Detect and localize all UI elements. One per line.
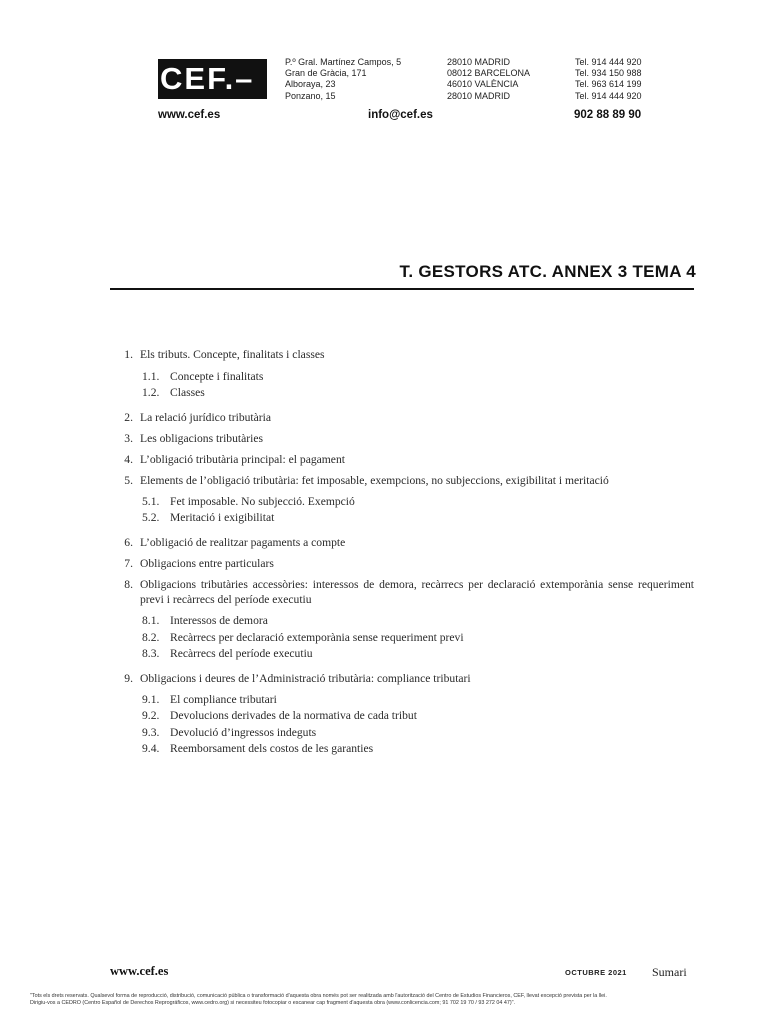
toc-subitem-8-2 bbox=[142, 631, 694, 644]
footer-date: OCTUBRE 2021 bbox=[565, 968, 627, 977]
toc-item-6 bbox=[110, 536, 694, 551]
toc-item-3 bbox=[110, 432, 694, 447]
toc-item-text: Els tributs. Concepte, finalitats i classes bbox=[140, 348, 325, 361]
toc-subitem-1-2 bbox=[142, 386, 694, 399]
toc-item-number: 6. bbox=[124, 536, 133, 550]
toc-subitem-text: Interessos de demora bbox=[170, 614, 268, 628]
table-of-contents bbox=[110, 348, 694, 755]
toc-item-number: 7. bbox=[124, 557, 133, 571]
toc-subitem-9-1 bbox=[142, 693, 694, 706]
footer-section-label: Sumari bbox=[652, 965, 687, 979]
address-city: 46010 VALÈNCIA bbox=[447, 79, 519, 90]
title-divider bbox=[110, 288, 694, 290]
address-phones bbox=[575, 57, 642, 102]
toc-item-number: 5. bbox=[124, 473, 133, 487]
toc-subitem-8-3 bbox=[142, 647, 694, 660]
toc-item-number: 8. bbox=[124, 578, 133, 592]
toc-subitem-text: Classes bbox=[170, 385, 205, 399]
toc-item-text: L’obligació de realitzar pagaments a compte bbox=[140, 536, 346, 550]
toc-item-5 bbox=[110, 474, 694, 489]
toc-subitem-number: 9.4. bbox=[142, 741, 160, 755]
legal-notice bbox=[30, 993, 738, 1007]
toc-item-text: Obligacions entre particulars bbox=[140, 557, 274, 571]
address-street: Alboraya, 23 bbox=[285, 79, 336, 90]
cef-logo: CEF.– bbox=[158, 59, 267, 99]
toc-subitem-text: Recàrrecs del període executiu bbox=[170, 646, 313, 660]
toc-item-number: 2. bbox=[124, 410, 133, 424]
address-city: 28010 MADRID bbox=[447, 90, 511, 101]
toc-item-4 bbox=[110, 453, 694, 468]
address-city: 08012 BARCELONA bbox=[447, 68, 531, 79]
legal-notice-line: "Tots els drets reservats. Qualsevol forma de reproducció, distribució, comunicació pública o transformació d'aquesta obra només pot ser realitzada amb l'autorització del Centro de Estudios Financieros, CEF, llevat excepció prevista per la llei. bbox=[30, 993, 607, 999]
toc-subitem-8-1 bbox=[142, 614, 694, 627]
toc-subitem-number: 1.1. bbox=[142, 369, 160, 383]
toc-subitem-number: 9.2. bbox=[142, 709, 160, 723]
toc-subitem-number: 5.1. bbox=[142, 495, 160, 509]
toc-item-7 bbox=[110, 557, 694, 572]
toc-item-number: 1. bbox=[124, 348, 133, 361]
toc-subitem-number: 8.1. bbox=[142, 614, 160, 628]
toc-item-1 bbox=[110, 348, 694, 363]
address-street: P.º Gral. Martínez Campos, 5 bbox=[285, 57, 402, 67]
document-title: T. GESTORS ATC. ANNEX 3 TEMA 4 bbox=[399, 262, 696, 281]
address-cities bbox=[447, 57, 530, 102]
toc-subitem-text: Meritació i exigibilitat bbox=[170, 511, 275, 525]
toc-item-text: Elements de l’obligació tributària: fet imposable, exempcions, no subjeccions, exigibilitat i meritació bbox=[140, 473, 609, 487]
toc-item-text: Les obligacions tributàries bbox=[140, 431, 263, 445]
header-website-link[interactable]: www.cef.es bbox=[158, 109, 221, 121]
toc-subitem-text: El compliance tributari bbox=[170, 693, 277, 707]
toc-item-text: La relació jurídico tributària bbox=[140, 410, 272, 424]
toc-subitem-number: 9.1. bbox=[142, 693, 160, 707]
footer-website-link[interactable]: www.cef.es bbox=[110, 964, 169, 978]
address-city: 28010 MADRID bbox=[447, 57, 511, 67]
toc-item-number: 3. bbox=[124, 431, 133, 445]
toc-subitem-number: 9.3. bbox=[142, 725, 160, 739]
address-street: Gran de Gràcia, 171 bbox=[285, 68, 367, 79]
toc-subitem-number: 8.2. bbox=[142, 630, 160, 644]
address-phone: Tel. 934 150 988 bbox=[575, 68, 642, 79]
toc-item-text: L’obligació tributària principal: el pagament bbox=[140, 452, 345, 466]
address-street: Ponzano, 15 bbox=[285, 90, 336, 101]
toc-subitem-1-1 bbox=[142, 370, 694, 383]
toc-subitem-text: Fet imposable. No subjecció. Exempció bbox=[170, 495, 355, 509]
toc-item-8 bbox=[110, 578, 694, 607]
toc-item-number: 9. bbox=[124, 671, 133, 685]
toc-item-text: Obligacions i deures de l’Administració tributària: compliance tributari bbox=[140, 671, 471, 685]
toc-item-2 bbox=[110, 411, 694, 426]
toc-subitem-text: Devolució d’ingressos indeguts bbox=[170, 725, 317, 739]
address-phone: Tel. 914 444 920 bbox=[575, 90, 642, 101]
toc-subitem-9-4 bbox=[142, 742, 694, 755]
toc-subitem-number: 1.2. bbox=[142, 385, 160, 399]
address-phone: Tel. 963 614 199 bbox=[575, 79, 642, 90]
toc-subitem-number: 8.3. bbox=[142, 646, 160, 660]
header-email-link[interactable]: info@cef.es bbox=[368, 109, 433, 121]
header-phone: 902 88 89 90 bbox=[574, 109, 642, 121]
toc-subitem-text: Reemborsament dels costos de les garanties bbox=[170, 741, 374, 755]
address-phone: Tel. 914 444 920 bbox=[575, 57, 642, 67]
toc-item-number: 4. bbox=[124, 452, 133, 466]
toc-subitem-number: 5.2. bbox=[142, 511, 160, 525]
legal-notice-line: Dirigiu-vos a CEDRO (Centro Español de Derechos Reprográficos, www.cedro.org) si necessiteu fotocopiar o escanear cap fragment d'aquesta obra (www.conlicencia.com; 91 702 19 70 / 93 272 04 47)". bbox=[30, 1000, 516, 1006]
toc-subitem-text: Recàrrecs per declaració extemporània sense requeriment previ bbox=[170, 630, 464, 644]
toc-subitem-text: Devolucions derivades de la normativa de cada tribut bbox=[170, 709, 417, 723]
toc-subitem-5-1 bbox=[142, 495, 694, 508]
address-streets bbox=[285, 57, 401, 102]
toc-subitem-text: Concepte i finalitats bbox=[170, 369, 264, 383]
toc-item-text: Obligacions tributàries accessòries: interessos de demora, recàrrecs per declaració extemporània sense requeriment previ i recàrrecs del període executiu bbox=[140, 578, 694, 606]
toc-item-9 bbox=[110, 672, 694, 687]
toc-subitem-9-2 bbox=[142, 709, 694, 722]
toc-subitem-5-2 bbox=[142, 511, 694, 524]
toc-subitem-9-3 bbox=[142, 726, 694, 739]
